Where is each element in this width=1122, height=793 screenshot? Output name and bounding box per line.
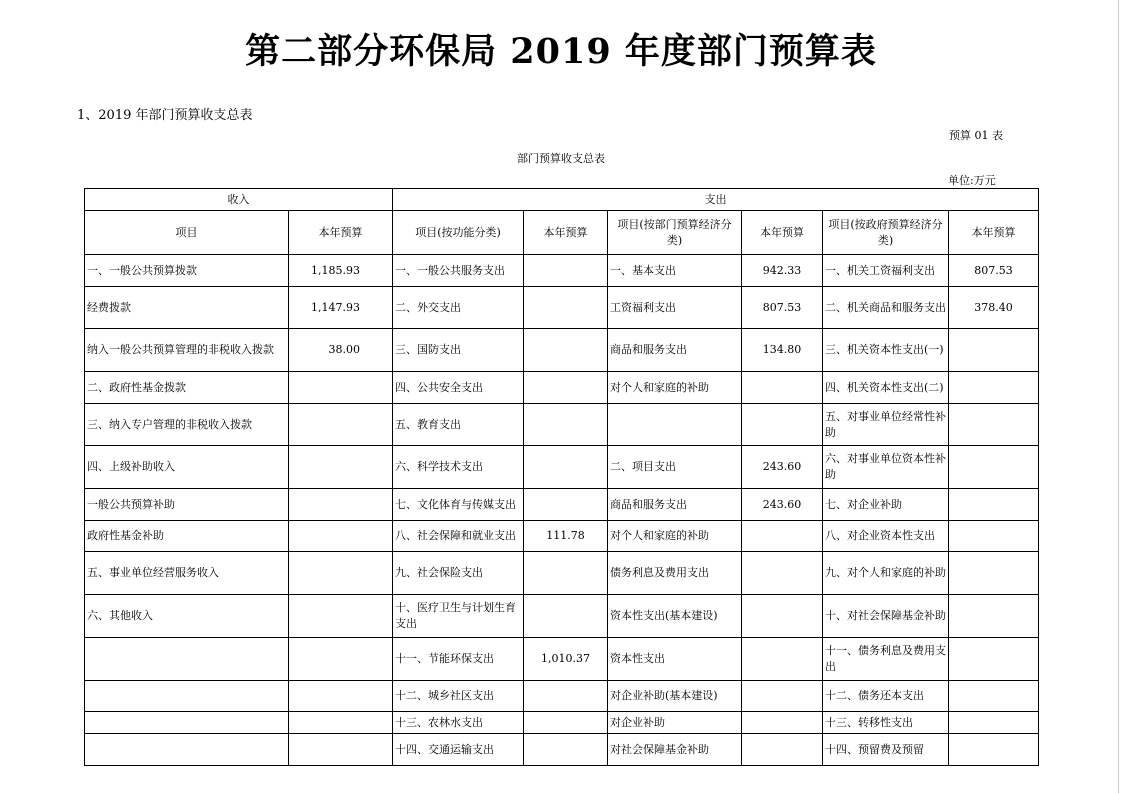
- func-item: 五、教育支出: [393, 404, 524, 446]
- func-item: 九、社会保险支出: [393, 552, 524, 595]
- econ-item: 资本性支出(基本建设): [608, 595, 742, 638]
- func-item: 十四、交通运输支出: [393, 734, 524, 766]
- econ-amount: [742, 712, 823, 734]
- gov-item: 十、对社会保障基金补助: [823, 595, 949, 638]
- econ-item: 商品和服务支出: [608, 329, 742, 372]
- func-item: 十一、节能环保支出: [393, 638, 524, 681]
- table-row: [85, 372, 1039, 404]
- income-item: 二、政府性基金拨款: [85, 372, 289, 404]
- gov-amount: [949, 552, 1039, 595]
- gov-amount: [949, 446, 1039, 489]
- table-row: [85, 521, 1039, 552]
- income-amount: [289, 404, 393, 446]
- gov-item: 五、对事业单位经常性补助: [823, 404, 949, 446]
- econ-amount: [742, 734, 823, 766]
- func-item: 三、国防支出: [393, 329, 524, 372]
- func-amount: [524, 734, 608, 766]
- func-item: 二、外交支出: [393, 287, 524, 329]
- table-row: [85, 489, 1039, 521]
- func-amount: 1,010.37: [524, 638, 608, 681]
- econ-amount: 134.80: [742, 329, 823, 372]
- gov-amount: [949, 372, 1039, 404]
- econ-amount: [742, 552, 823, 595]
- func-amount: [524, 552, 608, 595]
- gov-amount: [949, 404, 1039, 446]
- income-amount: [289, 446, 393, 489]
- income-item: 三、纳入专户管理的非税收入拨款: [85, 404, 289, 446]
- table-row: [85, 404, 1039, 446]
- func-amount: [524, 255, 608, 287]
- table-row: [85, 446, 1039, 489]
- header-amount: 本年预算: [949, 211, 1039, 255]
- header-item: 项目: [85, 211, 289, 255]
- func-amount: [524, 712, 608, 734]
- gov-amount: [949, 734, 1039, 766]
- income-amount: [289, 712, 393, 734]
- table-row: [85, 681, 1039, 712]
- func-item: 八、社会保障和就业支出: [393, 521, 524, 552]
- econ-amount: [742, 681, 823, 712]
- econ-amount: 243.60: [742, 489, 823, 521]
- gov-item: 八、对企业资本性支出: [823, 521, 949, 552]
- table-row: [85, 734, 1039, 766]
- econ-item: 对个人和家庭的补助: [608, 521, 742, 552]
- income-amount: [289, 552, 393, 595]
- header-amount: 本年预算: [289, 211, 393, 255]
- func-amount: [524, 372, 608, 404]
- gov-item: 三、机关资本性支出(一): [823, 329, 949, 372]
- func-item: 十三、农林水支出: [393, 712, 524, 734]
- income-item: [85, 638, 289, 681]
- econ-item: 资本性支出: [608, 638, 742, 681]
- func-item: 十二、城乡社区支出: [393, 681, 524, 712]
- gov-amount: [949, 595, 1039, 638]
- gov-amount: 378.40: [949, 287, 1039, 329]
- econ-amount: [742, 638, 823, 681]
- econ-item: 对个人和家庭的补助: [608, 372, 742, 404]
- income-item: 经费拨款: [85, 287, 289, 329]
- table-row: [85, 552, 1039, 595]
- econ-item: 对企业补助: [608, 712, 742, 734]
- income-amount: 38.00: [289, 329, 393, 372]
- gov-item: 二、机关商品和服务支出: [823, 287, 949, 329]
- func-amount: [524, 595, 608, 638]
- econ-item: 对企业补助(基本建设): [608, 681, 742, 712]
- table-row: [85, 329, 1039, 372]
- income-item: [85, 712, 289, 734]
- func-item: 一、一般公共服务支出: [393, 255, 524, 287]
- gov-amount: [949, 489, 1039, 521]
- gov-item: 四、机关资本性支出(二): [823, 372, 949, 404]
- econ-item: 工资福利支出: [608, 287, 742, 329]
- table-row: [85, 595, 1039, 638]
- income-item: 六、其他收入: [85, 595, 289, 638]
- expense-group-header: 支出: [393, 189, 1039, 211]
- header-econ: 项目(按部门预算经济分类): [608, 211, 742, 255]
- gov-item: 七、对企业补助: [823, 489, 949, 521]
- table-row: [85, 712, 1039, 734]
- table-row: [85, 255, 1039, 287]
- header-gov: 项目(按政府预算经济分类): [823, 211, 949, 255]
- column-header-row: [85, 211, 1039, 255]
- income-amount: 1,147.93: [289, 287, 393, 329]
- table-row: [85, 287, 1039, 329]
- income-amount: [289, 681, 393, 712]
- income-item: 一般公共预算补助: [85, 489, 289, 521]
- income-amount: [289, 595, 393, 638]
- form-number: 预算 01 表: [949, 129, 1003, 142]
- econ-item: 二、项目支出: [608, 446, 742, 489]
- table-title: 部门预算收支总表: [517, 152, 605, 165]
- econ-item: 对社会保障基金补助: [608, 734, 742, 766]
- income-amount: [289, 521, 393, 552]
- func-item: 六、科学技术支出: [393, 446, 524, 489]
- income-amount: 1,185.93: [289, 255, 393, 287]
- econ-amount: [742, 404, 823, 446]
- section-heading: 1、2019 年部门预算收支总表: [77, 108, 253, 123]
- gov-item: 九、对个人和家庭的补助: [823, 552, 949, 595]
- income-amount: [289, 372, 393, 404]
- gov-item: 一、机关工资福利支出: [823, 255, 949, 287]
- gov-amount: [949, 329, 1039, 372]
- econ-item: 债务利息及费用支出: [608, 552, 742, 595]
- econ-amount: 942.33: [742, 255, 823, 287]
- func-amount: 111.78: [524, 521, 608, 552]
- group-header-row: [85, 189, 1039, 211]
- func-amount: [524, 489, 608, 521]
- gov-item: 十二、债务还本支出: [823, 681, 949, 712]
- header-amount: 本年预算: [524, 211, 608, 255]
- func-item: 十、医疗卫生与计划生育支出: [393, 595, 524, 638]
- func-amount: [524, 329, 608, 372]
- income-item: [85, 681, 289, 712]
- page-title: 第二部分环保局 2019 年度部门预算表: [245, 31, 877, 72]
- gov-amount: [949, 521, 1039, 552]
- page-edge: [1118, 0, 1119, 793]
- income-amount: [289, 638, 393, 681]
- gov-item: 六、对事业单位资本性补助: [823, 446, 949, 489]
- gov-amount: [949, 712, 1039, 734]
- income-group-header: 收入: [85, 189, 393, 211]
- gov-amount: [949, 681, 1039, 712]
- income-item: 五、事业单位经营服务收入: [85, 552, 289, 595]
- econ-item: 一、基本支出: [608, 255, 742, 287]
- econ-amount: 243.60: [742, 446, 823, 489]
- income-item: 四、上级补助收入: [85, 446, 289, 489]
- func-amount: [524, 404, 608, 446]
- unit-label: 单位:万元: [948, 174, 996, 187]
- gov-item: 十三、转移性支出: [823, 712, 949, 734]
- income-item: [85, 734, 289, 766]
- budget-table: [84, 188, 1039, 766]
- income-amount: [289, 489, 393, 521]
- econ-amount: [742, 372, 823, 404]
- table-row: [85, 638, 1039, 681]
- gov-item: 十四、预留费及预留: [823, 734, 949, 766]
- income-item: 纳入一般公共预算管理的非税收入拨款: [85, 329, 289, 372]
- func-item: 四、公共安全支出: [393, 372, 524, 404]
- econ-amount: [742, 595, 823, 638]
- func-amount: [524, 287, 608, 329]
- header-func: 项目(按功能分类): [393, 211, 524, 255]
- income-item: 一、一般公共预算拨款: [85, 255, 289, 287]
- econ-item: 商品和服务支出: [608, 489, 742, 521]
- income-item: 政府性基金补助: [85, 521, 289, 552]
- econ-amount: 807.53: [742, 287, 823, 329]
- gov-item: 十一、债务利息及费用支出: [823, 638, 949, 681]
- gov-amount: [949, 638, 1039, 681]
- gov-amount: 807.53: [949, 255, 1039, 287]
- func-amount: [524, 446, 608, 489]
- econ-item: [608, 404, 742, 446]
- func-amount: [524, 681, 608, 712]
- header-amount: 本年预算: [742, 211, 823, 255]
- income-amount: [289, 734, 393, 766]
- econ-amount: [742, 521, 823, 552]
- func-item: 七、文化体育与传媒支出: [393, 489, 524, 521]
